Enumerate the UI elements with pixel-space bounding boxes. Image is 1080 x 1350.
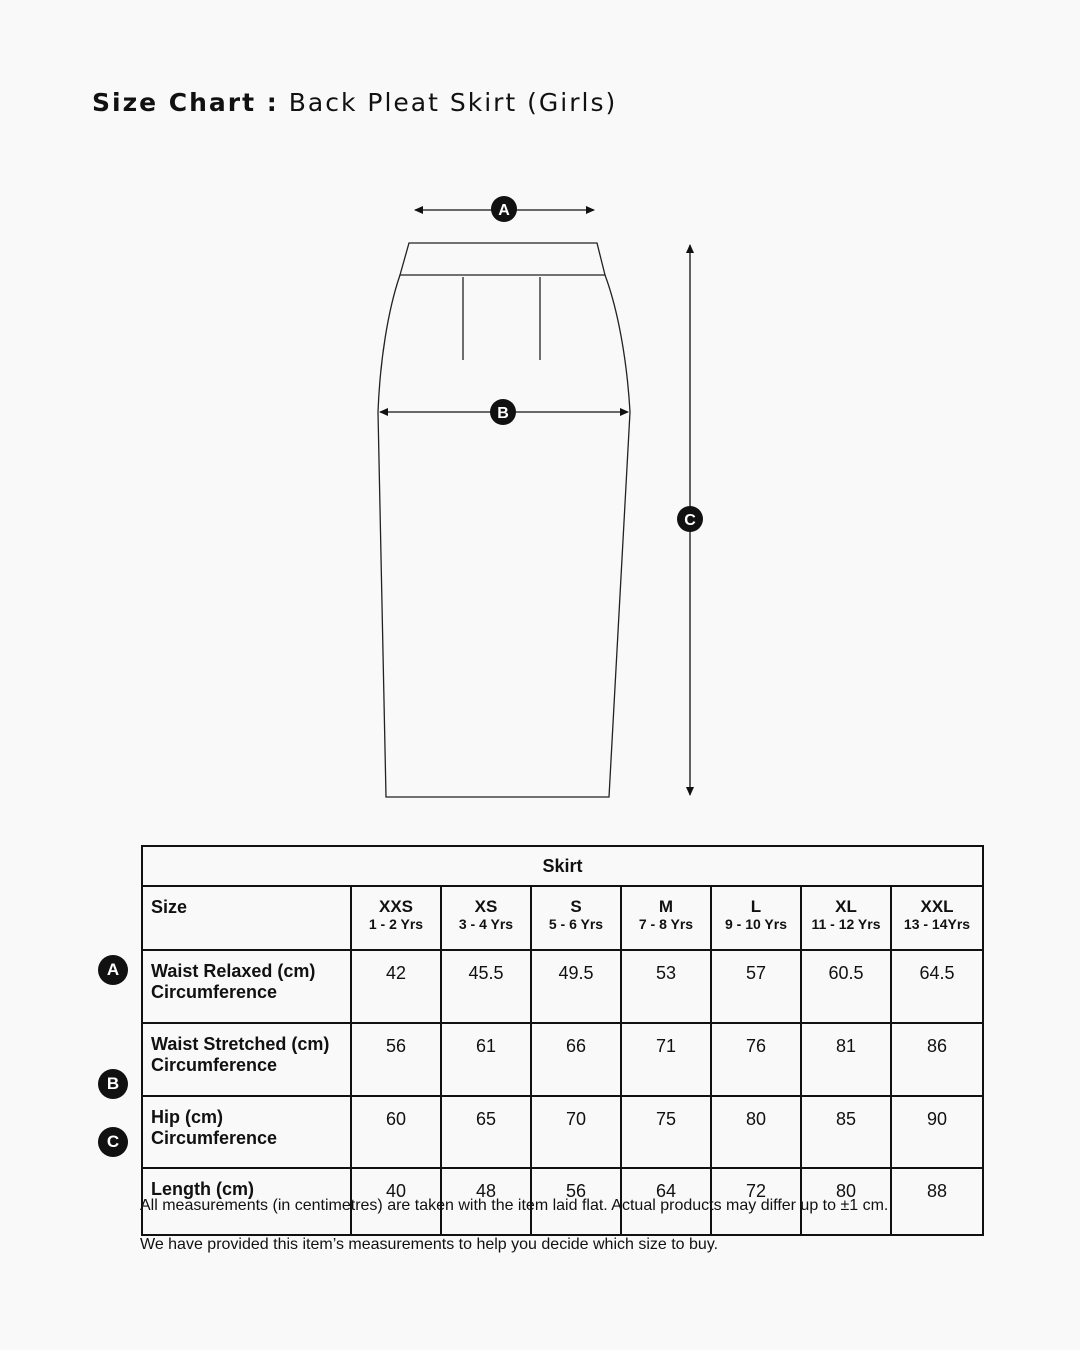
row-marker-c: C: [98, 1127, 128, 1157]
row-label-sub: Circumference: [151, 1055, 278, 1075]
table-cell: 81: [801, 1023, 891, 1096]
size-code: M: [658, 897, 674, 916]
table-cell: 72: [711, 1168, 801, 1235]
table-cell: 42: [351, 950, 441, 1023]
row-label-main: Hip (cm): [151, 1107, 223, 1127]
size-col: [441, 886, 531, 950]
size-code: XS: [474, 897, 498, 916]
table-cell: 75: [621, 1096, 711, 1168]
skirt-body: [378, 275, 630, 797]
table-cell: 65: [441, 1096, 531, 1168]
table-cell: 57: [711, 950, 801, 1023]
table-cell: 71: [621, 1023, 711, 1096]
table-heading: Skirt: [142, 846, 983, 886]
row-label-main: Length (cm): [151, 1179, 254, 1199]
table-row: [142, 1096, 983, 1168]
table-cell: 64: [621, 1168, 711, 1235]
size-label: Size: [142, 886, 351, 950]
row-label: [142, 1096, 351, 1168]
size-col: [711, 886, 801, 950]
table-cell: 70: [531, 1096, 621, 1168]
waistband: [400, 243, 605, 275]
size-code: XXS: [378, 897, 414, 916]
size-col: [351, 886, 441, 950]
table-cell: 66: [531, 1023, 621, 1096]
table-cell: 88: [891, 1168, 983, 1235]
size-header-row: [142, 886, 983, 950]
size-age: 3 - 4 Yrs: [458, 916, 514, 932]
marker-a-label: A: [498, 202, 510, 219]
table-cell: 45.5: [441, 950, 531, 1023]
table-cell: 60: [351, 1096, 441, 1168]
marker-b-label: B: [497, 405, 509, 422]
size-col: [531, 886, 621, 950]
size-code: S: [570, 897, 582, 916]
table-cell: 61: [441, 1023, 531, 1096]
title-product: Back Pleat Skirt (Girls): [288, 88, 618, 117]
size-age: 9 - 10 Yrs: [724, 916, 787, 932]
table-cell: 64.5: [891, 950, 983, 1023]
size-age: 11 - 12 Yrs: [811, 916, 881, 932]
row-label-sub: Circumference: [151, 982, 278, 1002]
size-age: 5 - 6 Yrs: [548, 916, 604, 932]
row-label-main: Waist Relaxed (cm): [151, 961, 316, 981]
table-cell: 60.5: [801, 950, 891, 1023]
table-cell: 53: [621, 950, 711, 1023]
table-cell: 80: [711, 1096, 801, 1168]
table-cell: 76: [711, 1023, 801, 1096]
skirt-outline: [378, 243, 630, 797]
row-marker-b: B: [98, 1069, 128, 1099]
size-col: [621, 886, 711, 950]
row-label: [142, 950, 351, 1023]
table-cell: 56: [351, 1023, 441, 1096]
size-age: 7 - 8 Yrs: [638, 916, 694, 932]
title-prefix: Size Chart :: [92, 88, 279, 117]
table-cell: 80: [801, 1168, 891, 1235]
size-col: [801, 886, 891, 950]
table-row: [142, 950, 983, 1023]
table-row: [142, 1023, 983, 1096]
table-cell: 90: [891, 1096, 983, 1168]
row-label-sub: Circumference: [151, 1128, 278, 1148]
size-code: L: [750, 897, 762, 916]
table-cell: 49.5: [531, 950, 621, 1023]
table-cell: 40: [351, 1168, 441, 1235]
size-age: 1 - 2 Yrs: [368, 916, 424, 932]
row-label-main: Waist Stretched (cm): [151, 1034, 330, 1054]
size-code: XL: [835, 897, 857, 916]
row-label: [142, 1023, 351, 1096]
size-code: XXL: [920, 897, 954, 916]
table-cell: 86: [891, 1023, 983, 1096]
row-marker-a: A: [98, 955, 128, 985]
size-table: [141, 845, 984, 1236]
marker-c-label: C: [684, 512, 696, 529]
size-col: [891, 886, 983, 950]
size-age: 13 - 14Yrs: [903, 916, 971, 932]
table-cell: 85: [801, 1096, 891, 1168]
measurement-note: All measurements (in centimetres) are taken with the item laid flat. Actual products may differ up to ±1 cm.: [140, 1197, 889, 1214]
table-cell: 56: [531, 1168, 621, 1235]
size-help-note: We have provided this item’s measurements to help you decide which size to buy.: [140, 1236, 719, 1253]
table-cell: 48: [441, 1168, 531, 1235]
